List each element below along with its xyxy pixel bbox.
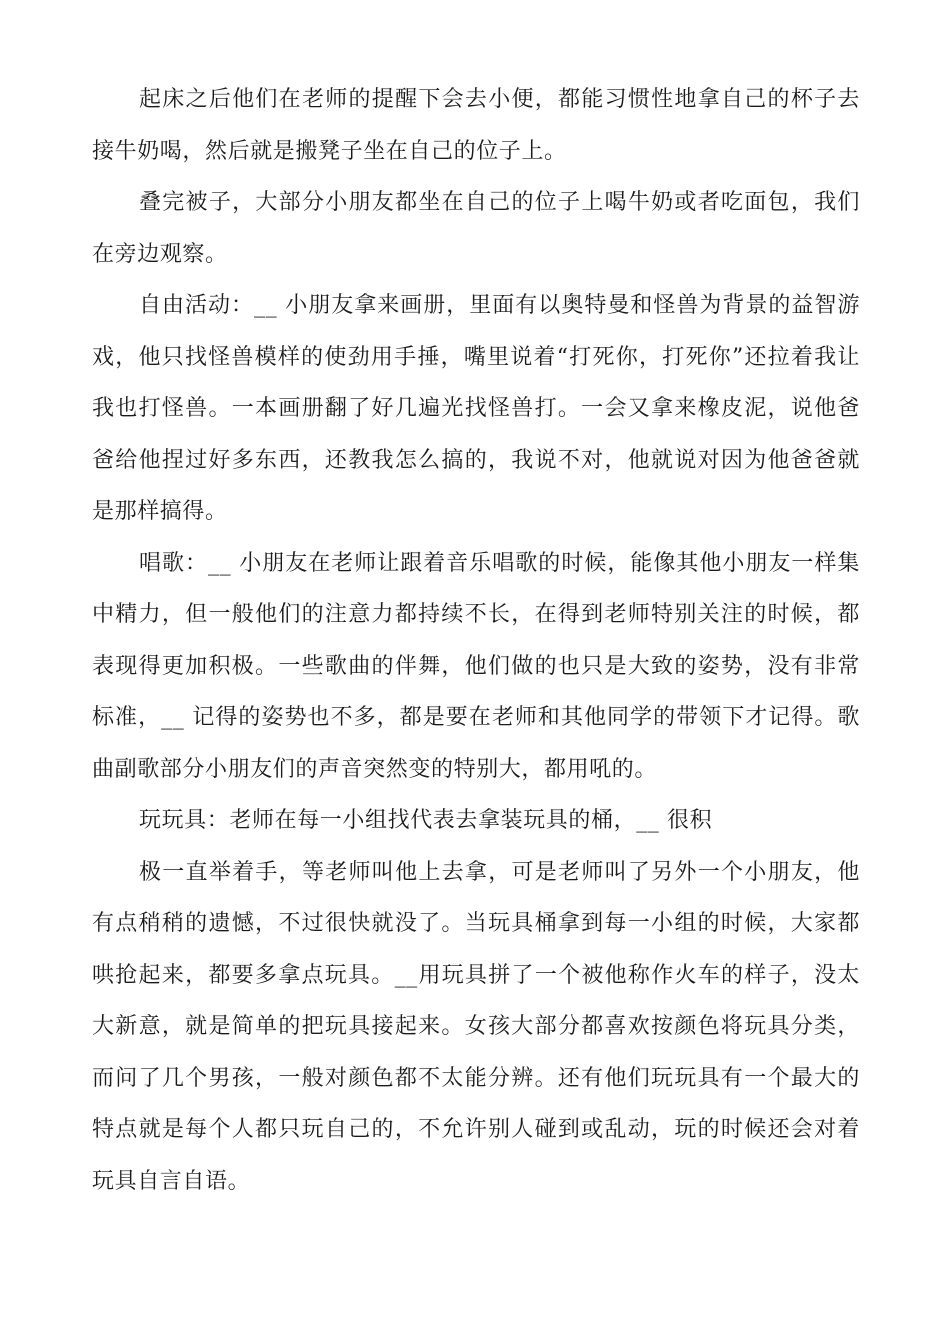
document-page — [92, 74, 860, 1207]
paragraph-toys-intro: 玩玩具：老师在每一小组找代表去拿装玩具的桶，__ 很积 — [139, 808, 713, 833]
paragraph-toys-detail: 极一直举着手，等老师叫他上去拿，可是老师叫了另外一个小朋友，他有点稍稍的遗憾，不过很快就没了。当玩具桶拿到每一小组的时候，大家都哄抢起来，都要多拿点玩具。__用玩具拼了一个被他称作火车的样子，没太大新意，就是简单的把玩具接起来。女孩大部分都喜欢按颜色将玩具分类，而问了几个男孩，一般对颜色都不太能分辨。还有他们玩玩具有一个最大的特点就是每个人都只玩自己的，不允许别人碰到或乱动，玩的时候还会对着玩具自言自语。 — [92, 859, 860, 1194]
paragraph-singing: 唱歌：__ 小朋友在老师让跟着音乐唱歌的时候，能像其他小朋友一样集中精力，但一般他们的注意力都持续不长，在得到老师特别关注的时候，都表现得更加积极。一些歌曲的伴舞，他们做的也只是大致的姿势，没有非常标准，__ 记得的姿势也不多，都是要在老师和其他同学的带领下才记得。歌曲副歌部分小朋友们的声音突然变的特别大，都用吼的。 — [92, 550, 860, 782]
paragraph-free-activity: 自由活动：__ 小朋友拿来画册，里面有以奥特曼和怪兽为背景的益智游戏，他只找怪兽模样的使劲用手捶，嘴里说着“打死你，打死你”还拉着我让我也打怪兽。一本画册翻了好几遍光找怪兽打。一会又拿来橡皮泥，说他爸爸给他捏过好多东西，还教我怎么搞的，我说不对，他就说对因为他爸爸就是那样搞得。 — [92, 293, 860, 524]
paragraph-wakeup: 起床之后他们在老师的提醒下会去小便，都能习惯性地拿自己的杯子去接牛奶喝，然后就是搬凳子坐在自己的位子上。 — [92, 87, 860, 164]
paragraph-fold-quilt: 叠完被子，大部分小朋友都坐在自己的位子上喝牛奶或者吃面包，我们在旁边观察。 — [92, 190, 860, 267]
